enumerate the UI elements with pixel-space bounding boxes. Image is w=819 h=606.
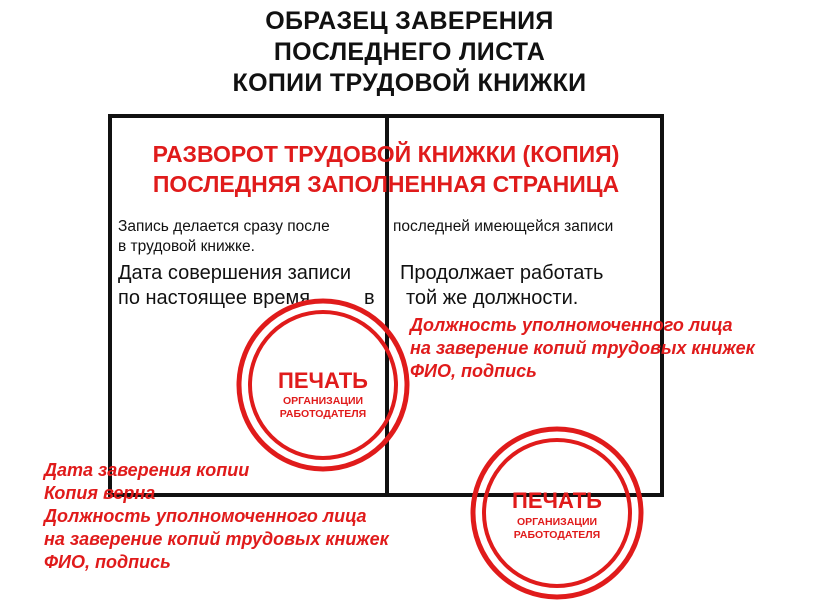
seal-2-outer-ring <box>473 429 641 597</box>
left-page-entry-line-1: Дата совершения записи <box>118 262 352 284</box>
title-line-3: КОПИИ ТРУДОВОЙ КНИЖКИ <box>232 69 587 97</box>
right-note-authority-line: на заверение копий трудовых книжек <box>410 338 755 358</box>
right-page-entry-line-2: той же должности. <box>406 287 579 309</box>
left-note-position-line: Должность уполномоченного лица <box>44 506 367 526</box>
left-note-date-line: Дата заверения копии <box>44 460 250 480</box>
right-note-position-line: Должность уполномоченного лица <box>410 315 733 335</box>
left-note-authority-line: на заверение копий трудовых книжек <box>44 529 389 549</box>
seal-2-main-text: ПЕЧАТЬ <box>512 488 602 513</box>
spread-heading-line-1: РАЗВОРОТ ТРУДОВОЙ КНИЖКИ (КОПИЯ) <box>152 141 620 167</box>
left-page-note-line-1: Запись делается сразу после <box>118 218 330 235</box>
right-page-note-line-1: последней имеющейся записи <box>393 218 614 235</box>
left-note-certified-line: Копия верна <box>44 483 156 503</box>
title-line-2: ПОСЛЕДНЕГО ЛИСТА <box>273 38 546 66</box>
left-page-entry-line-2-end: в <box>364 287 375 309</box>
right-page-entry-line-1: Продолжает работать <box>400 262 604 284</box>
left-page-entry-line-2: по настоящее время <box>118 287 311 309</box>
seal-2-sub-text-1: ОРГАНИЗАЦИИ <box>516 516 598 528</box>
left-page-note-line-2: в трудовой книжке. <box>118 238 255 255</box>
title-line-1: ОБРАЗЕЦ ЗАВЕРЕНИЯ <box>265 7 554 35</box>
seal-1-sub-text-2: РАБОТОДАТЕЛЯ <box>279 408 367 420</box>
seal-1-sub-text-1: ОРГАНИЗАЦИИ <box>282 395 364 407</box>
seal-2-sub-text-2: РАБОТОДАТЕЛЯ <box>513 529 601 541</box>
seal-1-main-text: ПЕЧАТЬ <box>278 368 368 393</box>
seal-2-inner-ring <box>484 440 630 586</box>
spread-heading-line-2: ПОСЛЕДНЯЯ ЗАПОЛНЕННАЯ СТРАНИЦА <box>152 171 620 197</box>
left-note-signature-line: ФИО, подпись <box>44 552 171 572</box>
right-note-signature-line: ФИО, подпись <box>410 361 537 381</box>
